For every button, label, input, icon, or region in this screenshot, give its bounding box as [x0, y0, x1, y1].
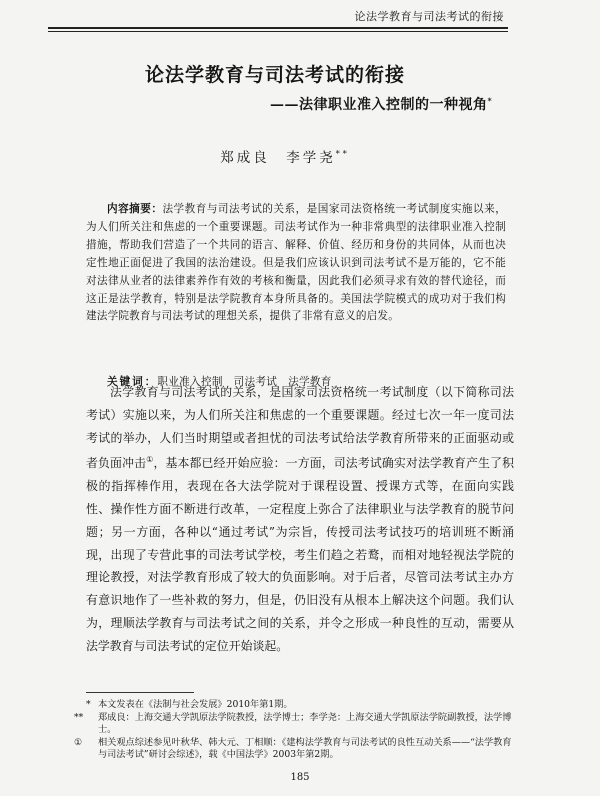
abstract-label: 内容摘要：	[107, 203, 163, 215]
footnote-mark: **	[74, 711, 84, 723]
abstract	[86, 201, 506, 326]
subtitle-footnote-mark: *	[487, 95, 493, 106]
footnote-rule	[86, 692, 194, 693]
author-names: 郑成良 李学尧	[220, 150, 336, 166]
footnote-item	[74, 736, 514, 762]
footnote-text: 郑成良：上海交通大学凯原法学院教授，法学博士；李学尧：上海交通大学凯原法学院副教授，法学博士。	[98, 711, 512, 735]
footnote-mark: ①	[74, 736, 83, 748]
footnote-item	[86, 699, 514, 712]
author-line	[60, 146, 510, 166]
header-rule-thick	[48, 27, 508, 29]
footnote-mark: *	[86, 699, 91, 710]
body-text-part2: ，基本都已经开始应验：一方面，司法考试确实对法学教育产生了积极的指挥棒作用，表现在各大法学院对于课程设置、授课方式等，在面向实践性、操作性方面不断进行改革，一定程度上弥合了法律职业与法学教育的脱节问题；另一方面，各种以“通过考试”为宗旨，传授司法考试技巧的培训班不断涌现，出现了专营此事的司法考试学校，考生们趋之若鹜，而相对地轻视法学院的理论教授，对法学教育形成了较大的负面影响。对于后者，尽管司法考试主办方有意识地作了一些补救的努力，但是，仍旧没有从根本上解决这个问题。我们认为，理顺法学教育与司法考试之间的关系，并令之形成一种良性的互动，需要从法学教育与司法考试的定位开始谈起。	[86, 456, 514, 653]
author-footnote-mark: **	[335, 149, 350, 159]
header-rule-thin	[48, 31, 508, 32]
body-paragraph	[86, 381, 514, 658]
footnote-item	[74, 711, 514, 737]
footnote-text: 本文发表在《法制与社会发展》2010年第1期。	[98, 699, 293, 710]
footnotes	[74, 699, 514, 762]
abstract-text: 法学教育与司法考试的关系，是国家司法资格统一考试制度实施以来，为人们所关注和焦虑的一个重要课题。司法考试作为一种非常典型的法律职业准入控制措施，帮助我们营造了一个共同的语言、解释、价值、经历和身份的共同体，从而也决定性地正面促进了我国的法治建设。但是我们应该认识到司法考试不是万能的，它不能对法律从业者的法律素养作有效的考核和衡量，因此我们必须寻求有效的替代途径，而这正是法学教育，特别是法学院教育本身所具备的。美国法学院模式的成功对于我们构建法学院教育与司法考试的理想关系，提供了非常有意义的启发。	[86, 203, 507, 323]
body-footnote-mark: ①	[146, 455, 154, 465]
subtitle-text: ——法律职业准入控制的一种视角	[270, 97, 488, 113]
running-header: 论法学教育与司法考试的衔接	[354, 10, 504, 23]
keywords-label: 关键词：	[107, 376, 158, 388]
page-number: 185	[290, 772, 310, 783]
keywords-text: 职业准入控制 司法考试 法学教育	[157, 376, 332, 388]
article-subtitle	[270, 94, 492, 114]
article-title: 论法学教育与司法考试的衔接	[144, 64, 405, 86]
footnote-text: 相关观点综述参见叶秋华、韩大元、丁相顺：《建构法学教育与司法考试的良性互动关系——“法学教育与司法考试”研讨会综述》，载《中国法学》2003年第2期。	[98, 736, 512, 760]
body-text-part1: 法学教育与司法考试的关系，是国家司法资格统一考试制度（以下简称司法考试）实施以来，为人们所关注和焦虑的一个重要课题。经过七次一年一度司法考试的举办，人们当时期望或者担忧的司法考试给法学教育所带来的正面驱动或者负面冲击	[86, 385, 514, 471]
